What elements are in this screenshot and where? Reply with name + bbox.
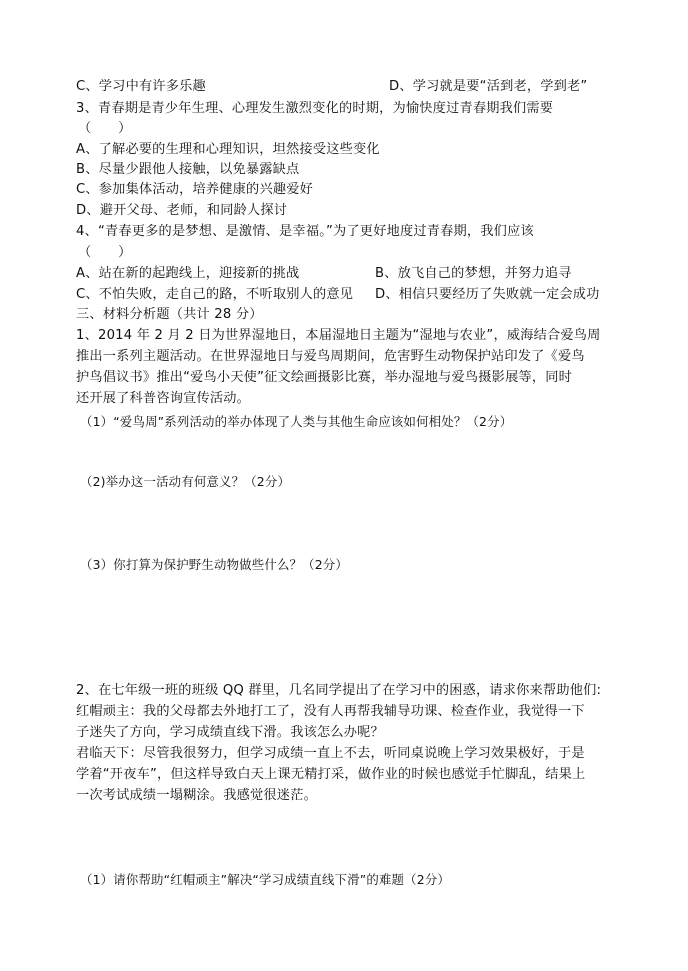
material-1-subquestion-2: （2)举办这一活动有何意义？（2分）	[80, 474, 291, 489]
material-2-paragraph-line: 学着“开夜车”，但这样导致白天上课无精打采，做作业的时候也感觉手忙脚乱，结果上	[76, 767, 586, 782]
material-1-paragraph-line: 还开展了科普咨询宣传活动。	[76, 391, 251, 406]
q4-answer-blank: （ ）	[78, 245, 132, 260]
material-1-subquestion-3: （3）你打算为保护野生动物做些什么？（2分）	[80, 557, 348, 572]
material-1-paragraph-line: 1、2014 年 2 月 2 日为世界湿地日，本届湿地日主题为“湿地与农业”，威海结合爱鸟周	[76, 328, 601, 343]
material-2-paragraph-line: 红帽顽主：我的父母都去外地打工了，没有人再帮我辅导功课、检查作业，我觉得一下	[76, 704, 585, 719]
q3-option-b: B、尽量少跟他人接触，以免暴露缺点	[76, 162, 300, 177]
material-2-paragraph-line: 子迷失了方向，学习成绩直线下滑。我该怎么办呢？	[76, 725, 384, 740]
q4-stem: 4、“青春更多的是梦想、是激情、是幸福。”为了更好地度过青春期，我们应该	[76, 224, 534, 239]
material-2-paragraph-line: 一次考试成绩一塌糊涂。我感觉很迷茫。	[76, 788, 317, 803]
q2-option-d: D、学习就是要“活到老，学到老”	[389, 79, 588, 94]
material-1-subquestion-1: （1）“爱鸟周”系列活动的举办体现了人类与其他生命应该如何相处？（2分）	[80, 414, 513, 429]
q3-option-d: D、避开父母、老师，和同龄人探讨	[76, 203, 288, 218]
q4-option-c: C、不怕失败，走自己的路，不听取别人的意见	[76, 287, 354, 302]
q4-option-b: B、放飞自己的梦想，并努力追寻	[375, 266, 572, 281]
material-1-paragraph-line: 护鸟倡议书》推出“爱鸟小天使”征文绘画摄影比赛，举办湿地与爱鸟摄影展等，同时	[76, 370, 573, 385]
q3-stem: 3、青春期是青少年生理、心理发生激烈变化的时期，为愉快度过青春期我们需要	[76, 101, 554, 116]
q4-option-d: D、相信只要经历了失败就一定会成功	[375, 287, 600, 302]
q3-answer-blank: （ ）	[78, 121, 132, 136]
section-3-heading: 三、材料分析题（共计 28 分）	[76, 307, 263, 322]
q2-option-c: C、学习中有许多乐趣	[76, 79, 206, 94]
material-2-paragraph-line: 2、在七年级一班的班级 QQ 群里，几名同学提出了在学习中的困惑，请求你来帮助他们:	[76, 683, 602, 698]
material-2-subquestion-1: （1）请你帮助“红帽顽主”解决“学习成绩直线下滑”的难题（2分）	[80, 872, 450, 887]
q3-option-a: A、了解必要的生理和心理知识，坦然接受这些变化	[76, 142, 380, 157]
q3-option-c: C、参加集体活动，培养健康的兴趣爱好	[76, 182, 313, 197]
material-2-paragraph-line: 君临天下：尽管我很努力，但学习成绩一直上不去，听同桌说晚上学习效果极好，于是	[76, 746, 585, 761]
material-1-paragraph-line: 推出一系列主题活动。在世界湿地日与爱鸟周期间，危害野生动物保护站印发了《爱鸟	[76, 349, 585, 364]
q4-option-a: A、站在新的起跑线上，迎接新的挑战	[76, 266, 300, 281]
